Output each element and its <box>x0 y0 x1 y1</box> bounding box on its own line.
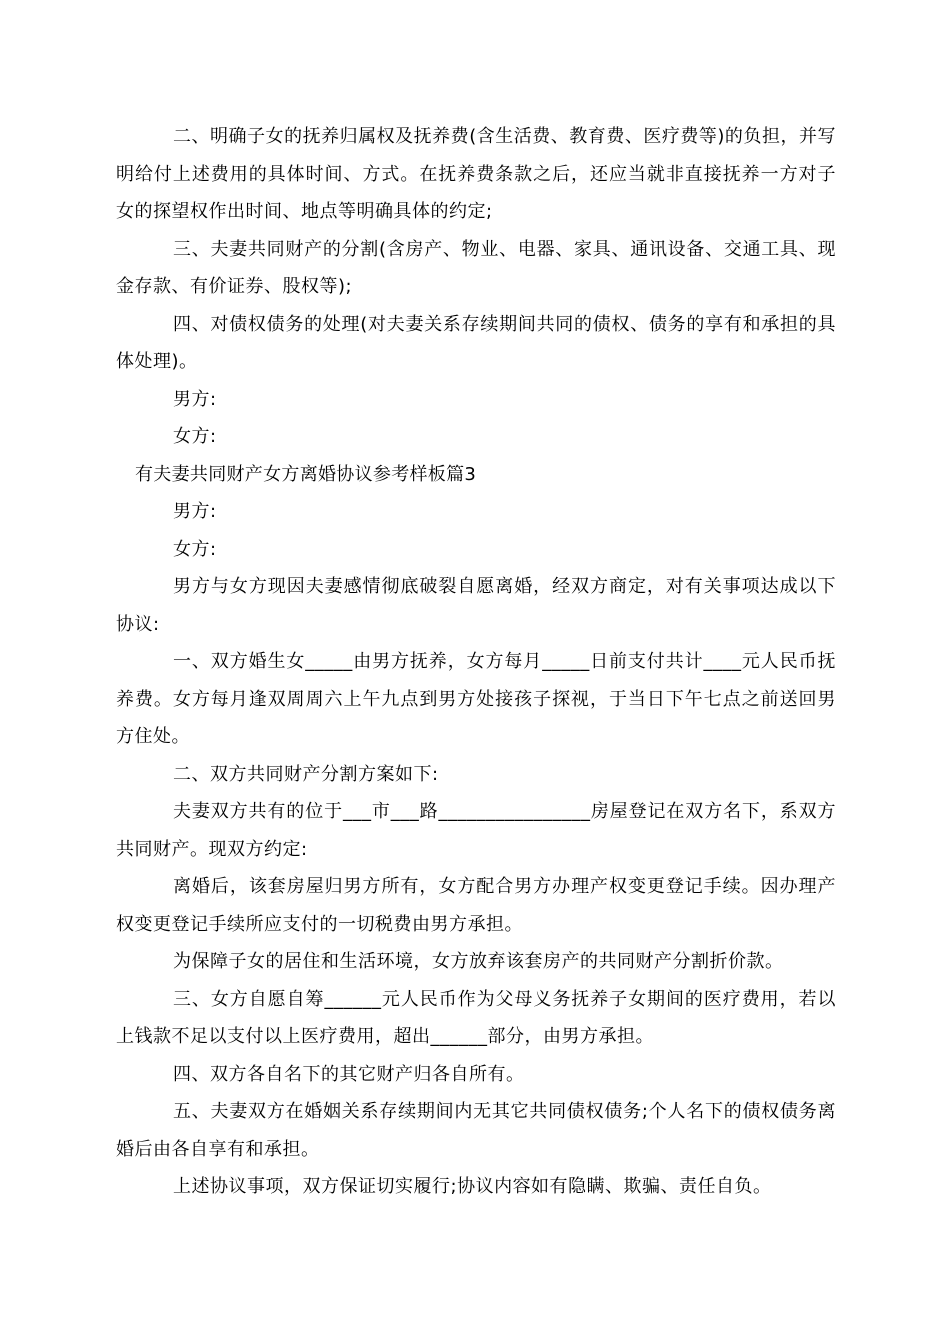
article-3-medical: 三、女方自愿自筹______元人民币作为父母义务抚养子女期间的医疗费用，若以上钱款不足以支付以上医疗费用，超出______部分，由男方承担。 <box>116 988 836 1047</box>
article-4-other-property: 四、双方各自名下的其它财产归各自所有。 <box>173 1063 525 1085</box>
document-body <box>116 118 836 1206</box>
article-2-title: 二、双方共同财产分割方案如下: <box>173 763 439 785</box>
signature-husband: 男方: <box>173 388 217 410</box>
article-2-house: 夫妻双方共有的位于___市___路________________房屋登记在双方名下，系双方共同财产。现双方约定: <box>116 801 836 860</box>
party-wife: 女方: <box>173 538 217 560</box>
clause-child-custody: 二、明确子女的抚养归属权及抚养费(含生活费、教育费、医疗费等)的负担，并写明给付上述费用的具体时间、方式。在抚养费条款之后，还应当就非直接抚养一方对子女的探望权作出时间、地点等明确具体的约定; <box>116 126 836 222</box>
clause-debts: 四、对债权债务的处理(对夫妻关系存续期间共同的债权、债务的享有和承担的具体处理)。 <box>116 313 836 372</box>
article-2-after-divorce: 离婚后，该套房屋归男方所有，女方配合男方办理产权变更登记手续。因办理产权变更登记手续所应支付的一切税费由男方承担。 <box>116 876 836 935</box>
section-heading: 有夫妻共同财产女方离婚协议参考样板篇3 <box>135 463 477 485</box>
article-5-debts: 五、夫妻双方在婚姻关系存续期间内无其它共同债权债务;个人名下的债权债务离婚后由各自享有和承担。 <box>116 1101 836 1160</box>
closing-statement: 上述协议事项，双方保证切实履行;协议内容如有隐瞒、欺骗、责任自负。 <box>173 1176 772 1197</box>
party-husband: 男方: <box>173 501 217 522</box>
article-2-waiver: 为保障子女的居住和生活环境，女方放弃该套房产的共同财产分割折价款。 <box>173 951 784 972</box>
agreement-intro: 男方与女方现因夫妻感情彻底破裂自愿离婚，经双方商定，对有关事项达成以下协议: <box>116 576 836 635</box>
clause-property-division: 三、夫妻共同财产的分割(含房产、物业、电器、家具、通讯设备、交通工具、现金存款、有价证券、股权等); <box>116 238 836 297</box>
article-1-custody: 一、双方婚生女_____由男方抚养，女方每月_____日前支付共计____元人民币抚养费。女方每月逢双周周六上午九点到男方处接孩子探视，于当日下午七点之前送回男方住处。 <box>116 651 836 747</box>
signature-wife: 女方: <box>173 426 217 447</box>
